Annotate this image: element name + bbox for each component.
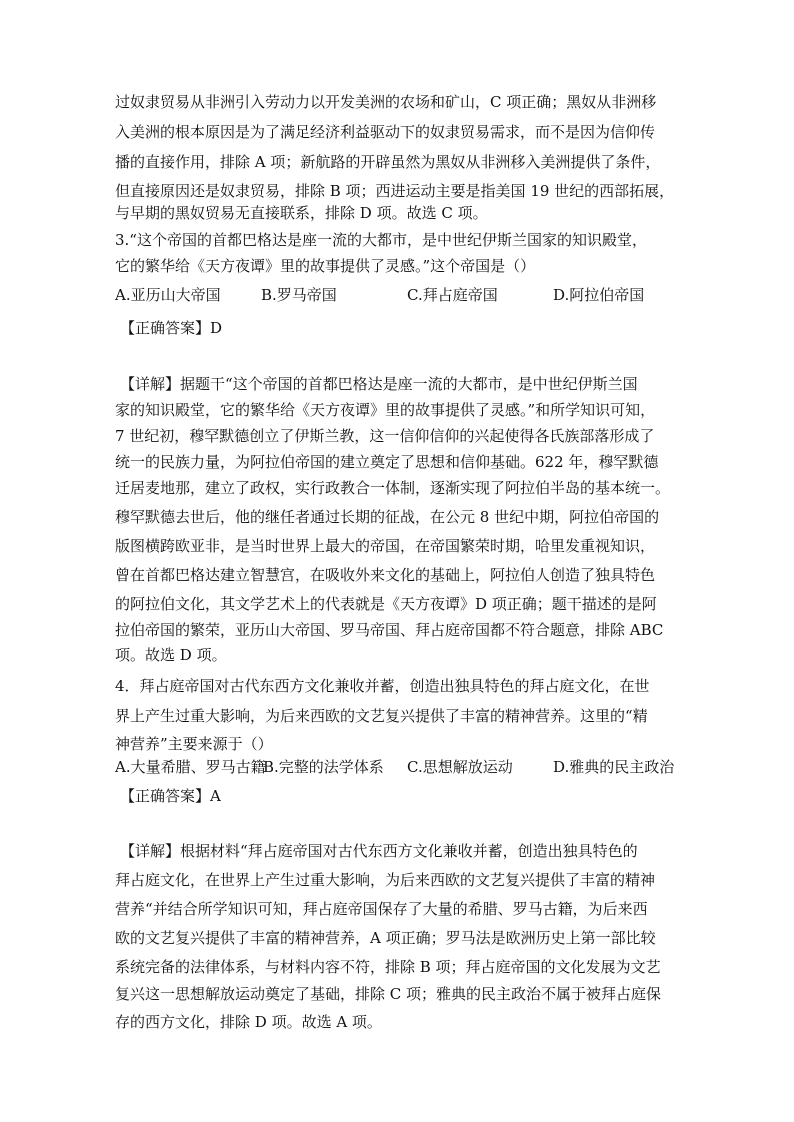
text-line: 与早期的黑奴贸易无直接联系，排除 D 项。故选 C 项。 (115, 204, 488, 222)
explanation-line: 存的西方文化，排除 D 项。故选 A 项。 (115, 1013, 382, 1031)
explanation-line: 穆罕默德去世后，他的继任者通过长期的征战，在公元 8 世纪中期，阿拉伯帝国的 (115, 508, 660, 526)
question-stem-line: 4．拜占庭帝国对古代东西方文化兼收并蓄，创造出独具特色的拜占庭文化，在世 (115, 677, 650, 695)
question-stem-line: 它的繁华给《天方夜谭》里的故事提供了灵感。”这个帝国是（） (115, 257, 536, 275)
question-stem-line: 界上产生过重大影响，为后来西欧的文艺复兴提供了丰富的精神营养。这里的“精 (115, 707, 648, 725)
correct-answer: 【正确答案】A (120, 787, 221, 805)
explanation-line: 拉伯帝国的繁荣，亚历山大帝国、罗马帝国、拜占庭帝国都不符合题意，排除 ABC (115, 621, 664, 639)
question-stem-line: 3.“这个帝国的首都巴格达是座一流的大都市，是中世纪伊斯兰国家的知识殿堂， (115, 231, 647, 249)
option-c: C.拜占庭帝国 (407, 286, 498, 304)
explanation-line: 曾在首都巴格达建立智慧宫，在吸收外来文化的基础上，阿拉伯人创造了独具特色 (115, 566, 656, 584)
option-b: B.完整的法学体系 (263, 758, 384, 776)
text-line: 过奴隶贸易从非洲引入劳动力以开发美洲的农场和矿山，C 项正确；黑奴从非洲移 (115, 93, 657, 111)
text-line: 但直接原因还是奴隶贸易，排除 B 项；西进运动主要是指美国 19 世纪的西部拓展， (115, 182, 675, 200)
option-b: B.罗马帝国 (261, 286, 337, 304)
explanation-line: 家的知识殿堂，它的繁华给《天方夜谭》里的故事提供了灵感。”和所学知识可知， (115, 401, 656, 419)
question-stem-line: 神营养”主要来源于（） (115, 735, 273, 753)
explanation-line: 7 世纪初，穆罕默德创立了伊斯兰教，这一信仰信仰的兴起使得各氏族部落形成了 (115, 427, 655, 445)
explanation-line: 迁居麦地那，建立了政权，实行政教合一体制，逐渐实现了阿拉伯半岛的基本统一。 (115, 479, 671, 497)
explanation-line: 【详解】据题干“这个帝国的首都巴格达是座一流的大都市，是中世纪伊斯兰国 (120, 375, 638, 393)
option-d: D.阿拉伯帝国 (553, 286, 645, 304)
explanation-line: 版图横跨欧亚非，是当时世界上最大的帝国，在帝国繁荣时期，哈里发重视知识， (115, 537, 656, 555)
explanation-line: 【详解】根据材料“拜占庭帝国对古代东西方文化兼收并蓄，创造出独具特色的 (120, 842, 638, 860)
option-c: C.思想解放运动 (407, 758, 513, 776)
explanation-line: 统一的民族力量，为阿拉伯帝国的建立奠定了思想和信仰基础。622 年，穆罕默德 (115, 453, 659, 471)
text-line: 入美洲的根本原因是为了满足经济利益驱动下的奴隶贸易需求，而不是因为信仰传 (115, 123, 656, 141)
explanation-line: 拜占庭文化，在世界上产生过重大影响，为后来西欧的文艺复兴提供了丰富的精神 (115, 871, 656, 889)
option-d: D.雅典的民主政治 (553, 758, 675, 776)
explanation-line: 复兴这一思想解放运动奠定了基础，排除 C 项；雅典的民主政治不属于被拜占庭保 (115, 985, 662, 1003)
text-line: 播的直接作用，排除 A 项；新航路的开辟虽然为黑奴从非洲移入美洲提供了条件， (115, 153, 661, 171)
explanation-line: 营养“并结合所学知识可知，拜占庭帝国保存了大量的希腊、罗马古籍，为后来西 (115, 900, 648, 918)
explanation-line: 欧的文艺复兴提供了丰富的精神营养，A 项正确；罗马法是欧洲历史上第一部比较 (115, 929, 656, 947)
explanation-line: 的阿拉伯文化，其文学艺术上的代表就是《天方夜谭》D 项正确；题干描述的是阿 (115, 595, 657, 613)
option-a: A.大量希腊、罗马古籍 (115, 758, 266, 776)
explanation-line: 项。故选 D 项。 (115, 646, 227, 664)
correct-answer: 【正确答案】D (120, 319, 223, 337)
explanation-line: 系统完备的法律体系，与材料内容不符，排除 B 项；拜占庭帝国的文化发展为文艺 (115, 958, 661, 976)
option-a: A.亚历山大帝国 (115, 286, 221, 304)
